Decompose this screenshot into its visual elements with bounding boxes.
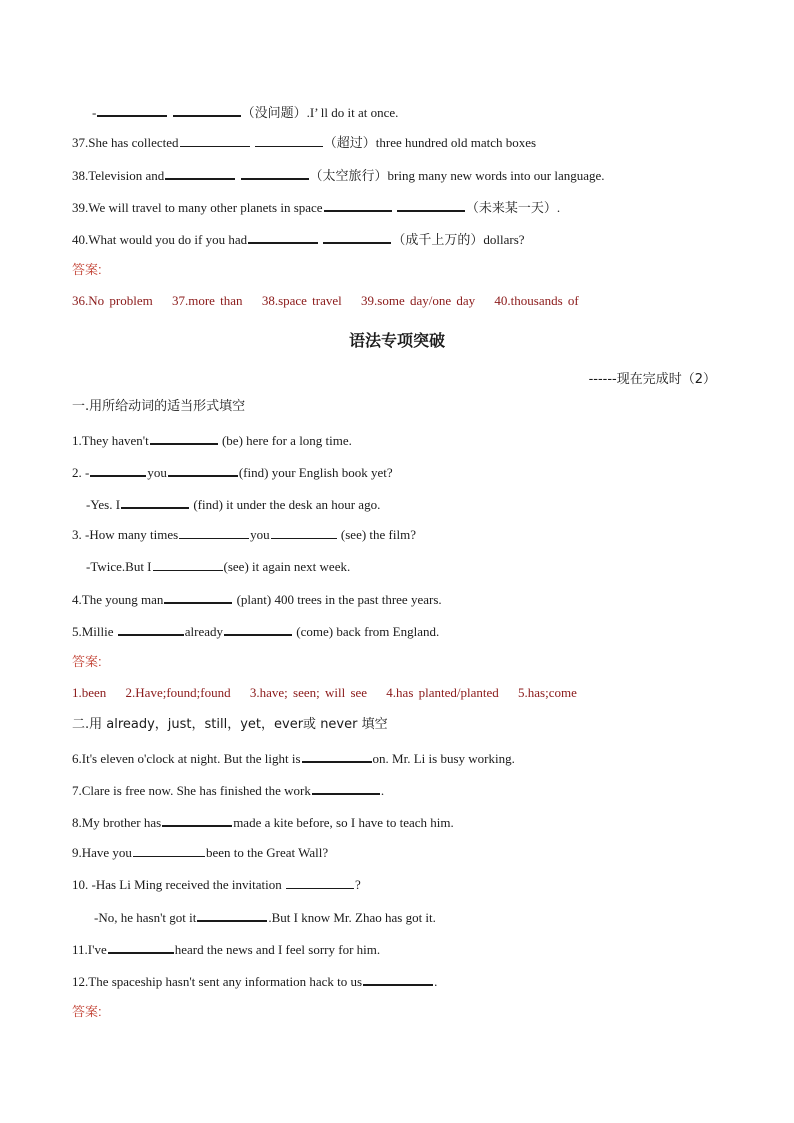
answer-key-36-40: 36.No problem 37.more than 38.space travel 39.some day/one day 40.thousands of (72, 293, 579, 308)
answer-blank[interactable] (179, 525, 249, 539)
answer-blank[interactable] (197, 907, 267, 922)
question-10-reply: -No, he hasn't got it .But I know Mr. Zhao has got it. (94, 907, 734, 927)
answer-blank[interactable] (133, 843, 205, 857)
answer-key-1-5: 1.been 2.Have;found;found 3.have; seen; will see 4.has planted/planted 5.has;come (72, 685, 577, 700)
question-11: 11.I've heard the news and I feel sorry for him. (72, 939, 734, 959)
question-12: 12.The spaceship hasn't sent any information hack to us . (72, 971, 734, 991)
answer-label: 答案: (72, 1004, 102, 1019)
answer-blank[interactable] (241, 165, 309, 180)
answer-blank[interactable] (97, 102, 167, 117)
question-10: 10. -Has Li Ming received the invitation ? (72, 877, 361, 892)
section-subtitle: ------现在完成时（2） (588, 372, 716, 387)
answer-blank[interactable] (165, 165, 235, 180)
answer-label: 答案: (72, 262, 102, 277)
answer-blank[interactable] (168, 462, 238, 477)
question-8: 8.My brother has made a kite before, so I have to teach him. (72, 812, 734, 832)
answer-blank[interactable] (324, 197, 392, 212)
answer-label: 答案: (72, 654, 102, 669)
answer-blank[interactable] (248, 229, 318, 244)
answer-blank[interactable] (173, 102, 241, 117)
question-2-reply: -Yes. I (find) it under the desk an hour ago. (86, 494, 734, 514)
question-40: 40.What would you do if you had （成千上万的）dollars? (72, 229, 734, 249)
question-3: 3. -How many times you (see) the film? (72, 527, 416, 542)
exercise-heading-2: 二.用 already，just，still，yet，ever或 never 填空 (72, 717, 388, 732)
answer-blank[interactable] (164, 589, 232, 604)
section-title: 语法专项突破 (348, 331, 445, 350)
answer-blank[interactable] (180, 133, 250, 147)
question-39: 39.We will travel to many other planets in space （未来某一天）. (72, 197, 734, 217)
answer-blank[interactable] (397, 197, 465, 212)
question-5: 5.Millie already (come) back from England. (72, 621, 734, 641)
answer-blank[interactable] (150, 430, 218, 445)
answer-blank[interactable] (312, 780, 380, 795)
question-37: 37.She has collected （超过）three hundred old match boxes (72, 135, 537, 150)
question-4: 4.The young man (plant) 400 trees in the past three years. (72, 589, 734, 609)
answer-blank[interactable] (162, 812, 232, 827)
answer-blank[interactable] (323, 229, 391, 244)
question-1: 1.They haven't (be) here for a long time. (72, 430, 734, 450)
answer-blank[interactable] (286, 875, 354, 889)
answer-blank[interactable] (363, 971, 433, 986)
answer-blank[interactable] (90, 462, 146, 477)
question-6: 6.It's eleven o'clock at night. But the light is on. Mr. Li is busy working. (72, 748, 734, 768)
answer-blank[interactable] (153, 557, 223, 571)
answer-blank[interactable] (118, 621, 184, 636)
question-9: 9.Have you been to the Great Wall? (72, 845, 329, 860)
question-2: 2. - you (find) your English book yet? (72, 462, 734, 482)
answer-blank[interactable] (108, 939, 174, 954)
question-7: 7.Clare is free now. She has finished the work . (72, 780, 734, 800)
question-38: 38.Television and （太空旅行）bring many new words into our language. (72, 165, 734, 185)
answer-blank[interactable] (224, 621, 292, 636)
question-3-reply: -Twice.But I (see) it again next week. (86, 559, 351, 574)
question-36: - （没问题）.I’ ll do it at once. (92, 102, 734, 122)
answer-blank[interactable] (121, 494, 189, 509)
answer-blank[interactable] (255, 133, 323, 147)
exercise-heading-1: 一.用所给动词的适当形式填空 (72, 399, 246, 414)
answer-blank[interactable] (271, 525, 337, 539)
answer-blank[interactable] (302, 748, 372, 763)
